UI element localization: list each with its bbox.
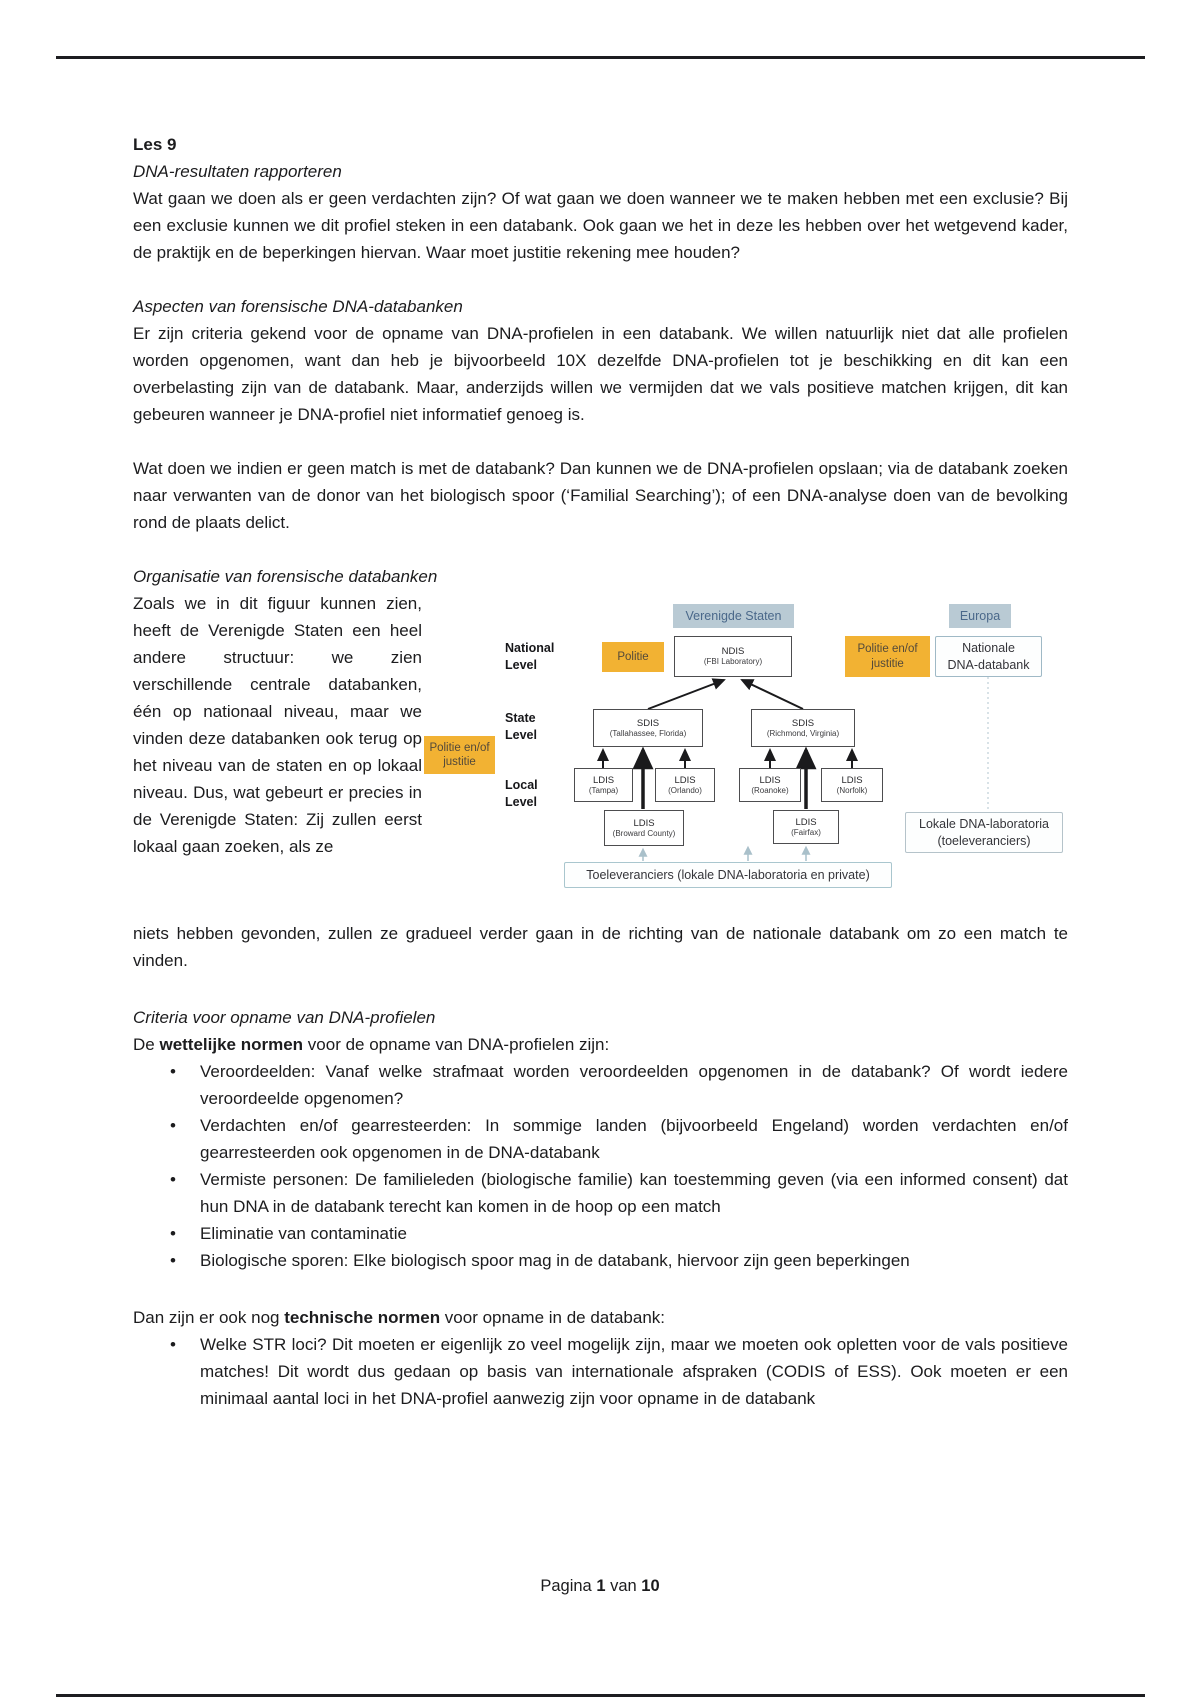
criteria-intro-prefix: De — [133, 1035, 160, 1054]
politie-justitie-box-left: Politie en/of justitie — [424, 736, 495, 774]
level-label-state: State Level — [505, 711, 537, 742]
section-heading-aspecten: Aspecten van forensische DNA-databanken — [133, 297, 463, 316]
list-item: • Verdachten en/of gearresteerden: In sommige landen (bijvoorbeeld Engeland) worden verdachten en/of gearresteerden ook opgenomen in de DNA-databank — [133, 1112, 1068, 1166]
page-footer — [0, 1573, 1200, 1600]
footer-total-pages: 10 — [641, 1577, 660, 1595]
footer-page-number: 1 — [596, 1577, 606, 1595]
section-heading-criteria: Criteria voor opname van DNA-profielen — [133, 1008, 436, 1027]
politie-justitie-box-right: Politie en/of justitie — [845, 636, 930, 677]
list-item: • Vermiste personen: De familieleden (biologische familie) kan toestemming geven (via een informed consent) dat hun DNA in de databank terecht kan komen in de hoop op een match — [133, 1166, 1068, 1220]
paragraph-organisatie-wrap: Zoals we in dit figuur kunnen zien, heeft de Verenigde Staten een heel andere structuur: we zien verschillende centrale databanken, één op nationaal niveau, maar we vinden deze databanken ook terug op het niveau van de staten en op lokaal niveau. Dus, wat gebeurt er precies in de Verenigde Staten: Zij zullen eerst lokaal gaan zoeken, als ze — [133, 594, 422, 856]
footer-middle: van — [605, 1577, 642, 1595]
ldis-norfolk-box: LDIS (Norfolk) — [821, 768, 883, 802]
paragraph-organisatie-continuation: niets hebben gevonden, zullen ze gradueel verder gaan in de richting van de nationale databank om zo een match te vinden. — [133, 924, 1068, 970]
paragraph-aspecten-2: Wat doen we indien er geen match is met de databank? Dan kunnen we de DNA-profielen opslaan; via de databank zoeken naar verwanten van de donor van het biologisch spoor (‘Familial Searching’); of een DNA-analyse doen van de bevolking rond de plaats delict. — [133, 459, 1068, 532]
footer-prefix: Pagina — [540, 1577, 597, 1595]
criteria-intro-bold: wettelijke normen — [159, 1035, 304, 1054]
ndis-box: NDIS (FBI Laboratory) — [674, 636, 792, 677]
level-label-local: Local Level — [505, 778, 538, 809]
criteria-intro-suffix: voor de opname van DNA-profielen zijn: — [303, 1035, 610, 1054]
list-item: • Veroordeelden: Vanaf welke strafmaat worden veroordeelden opgenomen in de databank? Of wordt iedere veroordeelde opgenomen? — [133, 1058, 1068, 1112]
technisch-intro-suffix: voor opname in de databank: — [440, 1308, 666, 1327]
codis-structure-diagram — [421, 596, 1069, 906]
criteria-intro-line — [133, 1031, 1068, 1058]
ldis-orlando-box: LDIS (Orlando) — [655, 768, 715, 802]
toeleveranciers-box: Toeleveranciers (lokale DNA-laboratoria en private) — [564, 862, 892, 888]
lokale-dna-laboratoria-box: Lokale DNA-laboratoria (toeleveranciers) — [905, 812, 1063, 853]
technisch-intro-prefix: Dan zijn er ook nog — [133, 1308, 285, 1327]
level-label-national: National Level — [505, 641, 555, 672]
section-heading-organisatie: Organisatie van forensische databanken — [133, 567, 438, 586]
sdis-florida-box: SDIS (Tallahassee, Florida) — [593, 709, 703, 747]
nationale-dna-databank-box: Nationale DNA-databank — [935, 636, 1042, 677]
section-heading-dna-resultaten: DNA-resultaten rapporteren — [133, 162, 342, 181]
technisch-intro-bold: technische normen — [284, 1308, 441, 1327]
list-item: • Eliminatie van contaminatie — [133, 1220, 1068, 1247]
top-horizontal-rule — [56, 56, 1145, 59]
figure-with-text-wrap — [133, 590, 1068, 920]
ldis-fairfax-box: LDIS (Fairfax) — [773, 810, 839, 844]
lesson-title: Les 9 — [133, 135, 177, 154]
ldis-broward-box: LDIS (Broward County) — [604, 810, 684, 846]
list-item: • Welke STR loci? Dit moeten er eigenlijk zo veel mogelijk zijn, maar we moeten ook opletten voor de vals positieve matches! Dit wordt dus gedaan op basis van internationale afspraken (CODIS of ESS). Ook moeten er een minimaal aantal loci in het DNA-profiel aanwezig zijn voor opname in de databank — [133, 1331, 1068, 1412]
politie-box: Politie — [602, 642, 664, 672]
list-item: • Biologische sporen: Elke biologisch spoor mag in de databank, hiervoor zijn geen beperkingen — [133, 1247, 1068, 1274]
technisch-bullet-list — [133, 1331, 1068, 1412]
paragraph-aspecten-1: Er zijn criteria gekend voor de opname van DNA-profielen in een databank. We willen natuurlijk niet dat alle profielen worden opgenomen, want dan heb je bijvoorbeeld 10X dezelfde DNA-profielen tot je beschikking en dit kan een overbelasting zijn van de databank. Maar, anderzijds willen we vermijden dat we vals positieve matchen krijgen, dit kan gebeuren wanneer je DNA-profiel niet informatief genoeg is. — [133, 324, 1068, 424]
sdis-virginia-box: SDIS (Richmond, Virginia) — [751, 709, 855, 747]
criteria-bullet-list — [133, 1058, 1068, 1274]
document-body — [133, 131, 1068, 1412]
technisch-intro-line — [133, 1304, 1068, 1331]
region-label-verenigde-staten: Verenigde Staten — [673, 604, 794, 628]
ldis-roanoke-box: LDIS (Roanoke) — [739, 768, 801, 802]
bottom-horizontal-rule — [56, 1694, 1145, 1697]
ldis-tampa-box: LDIS (Tampa) — [574, 768, 633, 802]
region-label-europa: Europa — [949, 604, 1011, 628]
paragraph-intro: Wat gaan we doen als er geen verdachten zijn? Of wat gaan we doen wanneer we te maken hebben met een exclusie? Bij een exclusie kunnen we dit profiel steken in een databank. Ook gaan we het in deze les hebben over het wetgevend kader, de praktijk en de beperkingen hiervan. Waar moet justitie rekening mee houden? — [133, 189, 1068, 262]
